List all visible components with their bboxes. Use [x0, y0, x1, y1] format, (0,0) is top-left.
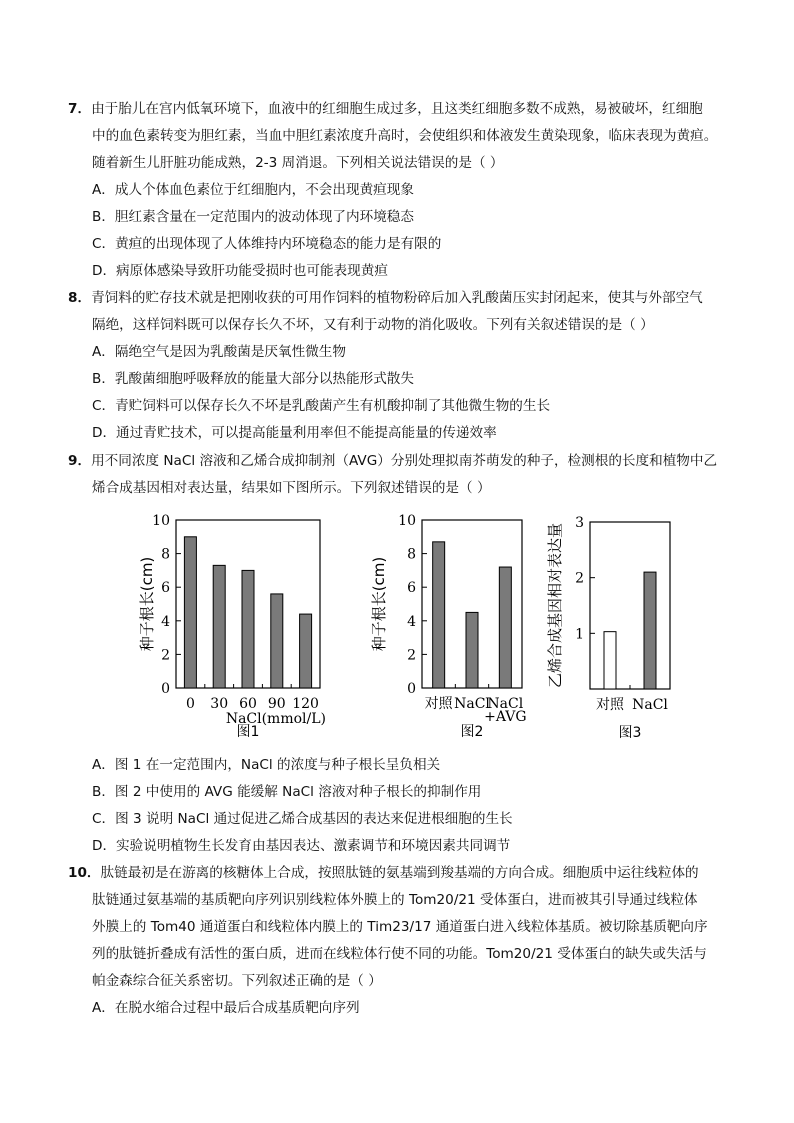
x-tick-label: 120 — [292, 696, 319, 712]
y-tick-label: 2 — [407, 647, 416, 664]
bar — [184, 537, 196, 688]
y-axis-label: 种子根长(cm) — [370, 556, 388, 652]
question-10-line-5: 帕金森综合征关系密切。下列叙述正确的是（ ） — [92, 973, 382, 989]
x-tick-label: 90 — [267, 696, 286, 712]
x-tick-label: 30 — [210, 696, 229, 712]
x-tick-label: 0 — [185, 696, 195, 712]
question-9-line-1: 9．用不同浓度 NaCl 溶液和乙烯合成抑制剂（AVG）分别处理拟南芥萌发的种子，检测根的长度和植物中乙 — [68, 448, 748, 475]
question-8 — [68, 285, 748, 447]
option-b: B．乳酸菌细胞呼吸释放的能量大部分以热能形式散失 — [92, 371, 414, 387]
option-c: C．图 3 说明 NaCl 通过促进乙烯合成基因的表达来促进根细胞的生长 — [92, 811, 513, 827]
option-a: A．图 1 在一定范围内，NaCl 的浓度与种子根长呈负相关 — [92, 757, 441, 773]
bar — [271, 594, 283, 688]
x-axis-label: NaCl(mmol/L) — [225, 711, 326, 727]
y-tick-label: 8 — [161, 546, 170, 563]
y-tick-label: 8 — [407, 546, 416, 563]
option-d: D．通过青贮技术，可以提高能量利用率但不能提高能量的传递效率 — [92, 425, 497, 441]
x-tick-label: +AVG — [484, 709, 527, 725]
question-9-options — [68, 752, 748, 860]
y-tick-label: 6 — [161, 580, 170, 597]
figure-group — [130, 505, 690, 745]
bar — [300, 614, 312, 688]
question-number: 10． — [68, 865, 101, 881]
question-number: 7． — [68, 101, 92, 117]
y-tick-label: 1 — [575, 626, 584, 643]
question-10-line-2: 肽链通过氨基端的基质靶向序列识别线粒体外膜上的 Tom20/21 受体蛋白，进而被其引导通过线粒体 — [92, 892, 698, 908]
bar — [433, 542, 445, 688]
question-number: 9． — [68, 453, 92, 469]
y-tick-label: 0 — [161, 681, 170, 697]
option-a: A．在脱水缩合过程中最后合成基质靶向序列 — [92, 1000, 360, 1016]
y-tick-label: 10 — [152, 513, 170, 529]
option-b: B．胆红素含量在一定范围内的波动体现了内环境稳态 — [92, 209, 414, 225]
y-tick-label: 4 — [161, 613, 170, 630]
question-7-line-3: 随着新生儿肝脏功能成熟，2-3 周消退。下列相关说法错误的是（ ） — [92, 155, 504, 171]
option-a: A．成人个体血色素位于红细胞内，不会出现黄疸现象 — [92, 182, 414, 198]
bar — [499, 567, 511, 688]
question-10-line-3: 外膜上的 Tom40 通道蛋白和线粒体内膜上的 Tim23/17 通道蛋白进入线粒体基质。被切除基质靶向序 — [92, 919, 708, 935]
question-7-line-2: 中的血色素转变为胆红素，当血中胆红素浓度升高时，会使组织和体液发生黄染现象，临床表现为黄疸。 — [92, 128, 718, 144]
question-9-line-2: 烯合成基因相对表达量，结果如下图所示。下列叙述错误的是（ ） — [92, 480, 491, 496]
question-number: 8． — [68, 290, 92, 306]
option-d: D．病原体感染导致肝功能受损时也可能表现黄疸 — [92, 263, 388, 279]
question-8-line-2: 隔绝，这样饲料既可以保存长久不坏，又有利于动物的消化吸收。下列有关叙述错误的是（ ） — [92, 317, 654, 333]
option-b: B．图 2 中使用的 AVG 能缓解 NaCl 溶液对种子根长的抑制作用 — [92, 784, 482, 800]
chart-title: 图1 — [236, 724, 260, 740]
question-7 — [68, 96, 748, 285]
x-tick-label: NaCl — [454, 696, 490, 712]
y-tick-label: 0 — [407, 681, 416, 697]
x-tick-label: 对照 — [424, 696, 453, 712]
x-tick-label: NaCl — [487, 696, 524, 712]
bar — [213, 565, 225, 688]
question-10 — [68, 860, 748, 1022]
chart-title: 图3 — [618, 725, 642, 741]
option-c: C．青贮饲料可以保存长久不坏是乳酸菌产生有机酸抑制了其他微生物的生长 — [92, 398, 551, 414]
option-c: C．黄疸的出现体现了人体维持内环境稳态的能力是有限的 — [92, 236, 442, 252]
chart-title: 图2 — [460, 724, 484, 740]
charts-svg — [130, 505, 690, 745]
y-axis-label: 种子根长(cm) — [138, 556, 156, 652]
y-tick-label: 2 — [161, 647, 170, 664]
x-tick-label: 对照 — [596, 697, 624, 713]
question-9 — [68, 448, 748, 502]
x-tick-label: 60 — [239, 696, 257, 712]
option-a: A．隔绝空气是因为乳酸菌是厌氧性微生物 — [92, 344, 346, 360]
bar — [242, 570, 254, 688]
y-axis-label: 乙烯合成基因相对表达量 — [546, 522, 564, 689]
option-d: D．实验说明植物生长发育由基因表达、激素调节和环境因素共同调节 — [92, 838, 511, 854]
x-tick-label: NaCl — [632, 697, 668, 713]
y-tick-label: 10 — [398, 513, 416, 529]
y-tick-label: 4 — [407, 613, 416, 630]
question-10-line-1: 10．肽链最初是在游离的核糖体上合成，按照肽链的氨基端到羧基端的方向合成。细胞质中运往线粒体的 — [68, 860, 748, 887]
bar — [466, 612, 478, 688]
question-8-line-1: 8．青饲料的贮存技术就是把刚收获的可用作饲料的植物粉碎后加入乳酸菌压实封闭起来，使其与外部空气 — [68, 285, 748, 312]
bar — [644, 572, 656, 689]
question-7-line-1: 7．由于胎儿在宫内低氧环境下，血液中的红细胞生成过多，且这类红细胞多数不成熟，易被破坏，红细胞 — [68, 96, 748, 123]
y-tick-label: 3 — [575, 515, 584, 531]
chart3-frame — [590, 522, 670, 689]
bar — [604, 632, 616, 689]
question-10-line-4: 列的肽链折叠成有活性的蛋白质，进而在线粒体行使不同的功能。Tom20/21 受体蛋白的缺失或失活与 — [92, 946, 707, 962]
y-tick-label: 2 — [575, 570, 584, 587]
y-tick-label: 6 — [407, 580, 416, 597]
